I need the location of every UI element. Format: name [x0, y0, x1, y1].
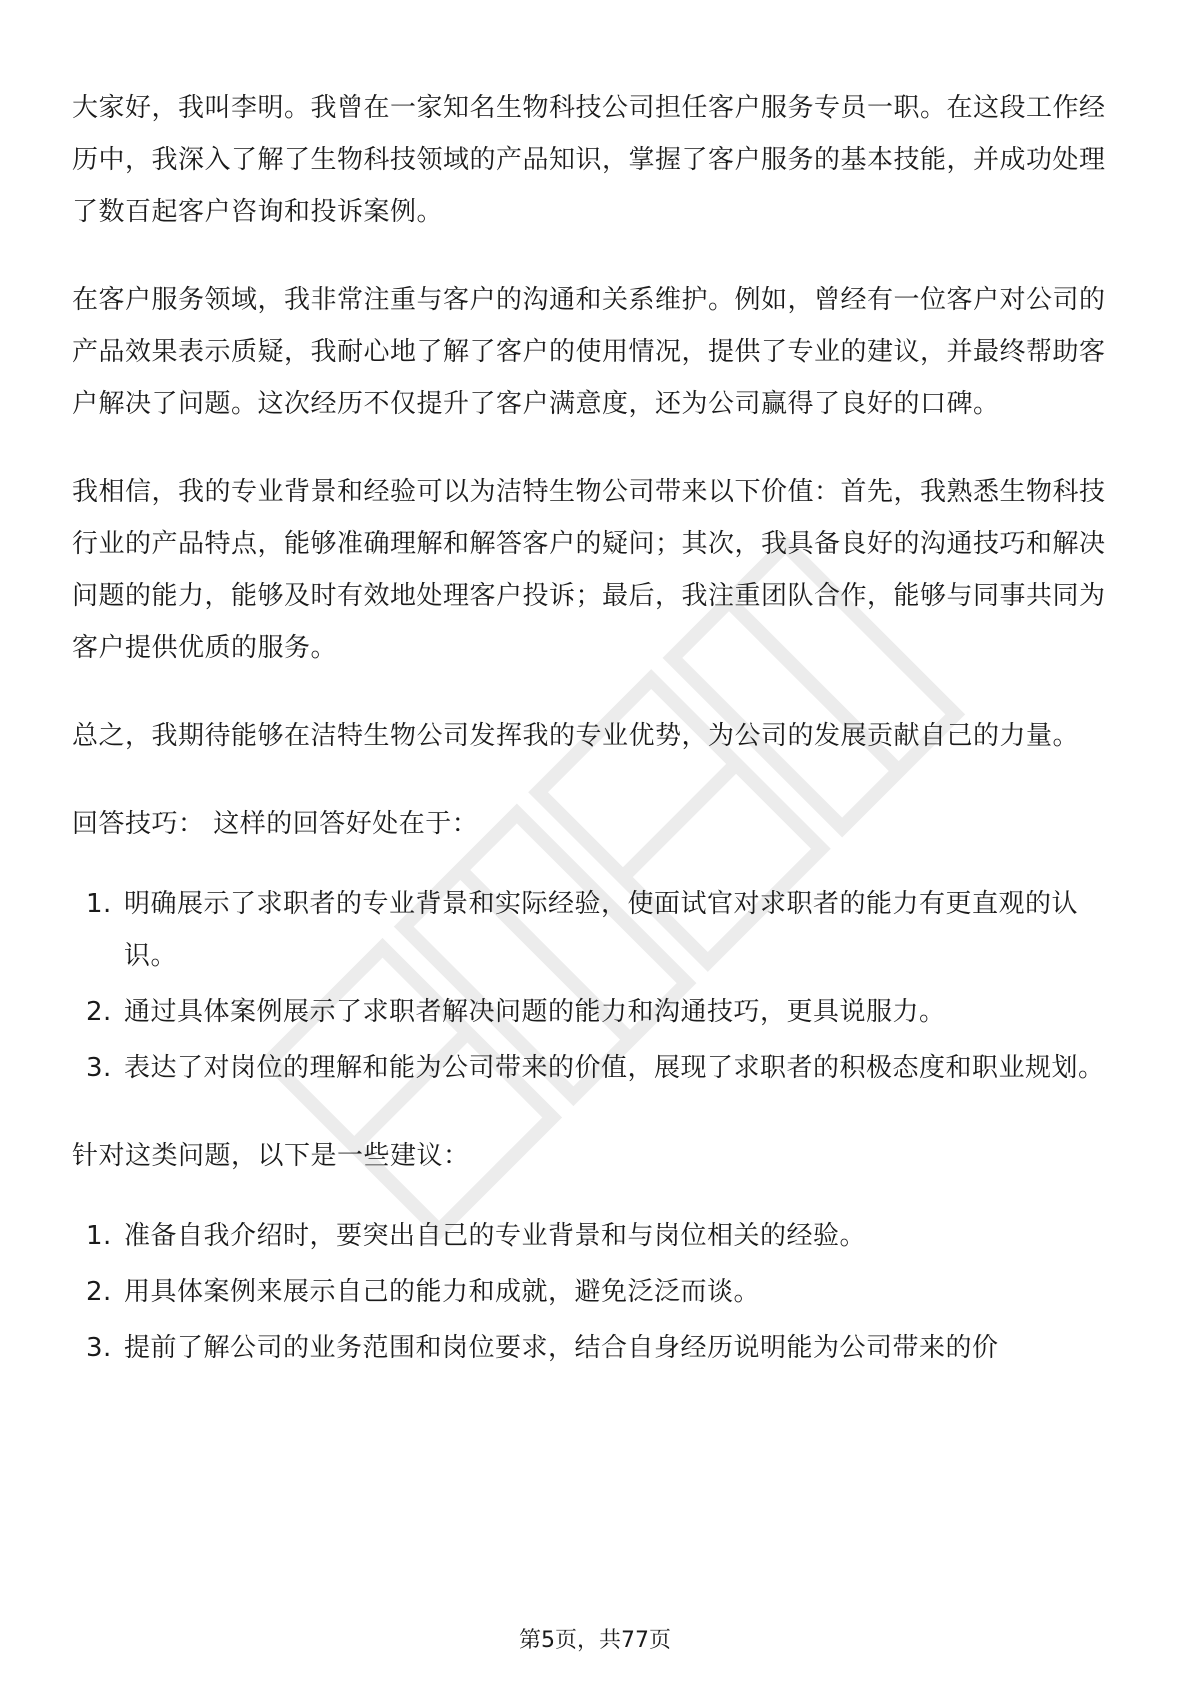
- tips-list: [72, 878, 1118, 1094]
- conclusion-paragraph: 总之，我期待能够在洁特生物公司发挥我的专业优势，为公司的发展贡献自己的力量。: [72, 721, 1080, 751]
- advice-list: [72, 1210, 1118, 1374]
- advice-heading: 针对这类问题，以下是一些建议：: [72, 1141, 470, 1171]
- list-item-text: 通过具体案例展示了求职者解决问题的能力和沟通技巧，更具说服力。: [124, 997, 946, 1027]
- tips-heading: 回答技巧： 这样的回答好处在于：: [72, 809, 479, 839]
- list-item-text: 用具体案例来展示自己的能力和成就，避免泛泛而谈。: [124, 1277, 761, 1307]
- list-item-text: 表达了对岗位的理解和能为公司带来的价值，展现了求职者的积极态度和职业规划。: [124, 1053, 1105, 1083]
- list-item: [72, 1322, 1118, 1374]
- page-footer: 第5页，共77页: [519, 1628, 671, 1653]
- list-item-text: 准备自我介绍时，要突出自己的专业背景和与岗位相关的经验。: [124, 1221, 867, 1251]
- list-item: [72, 1210, 1118, 1262]
- list-item: [72, 1266, 1118, 1318]
- list-number: 3.: [86, 1333, 112, 1363]
- list-number: 1.: [86, 889, 112, 919]
- value-paragraph: 我相信，我的专业背景和经验可以为洁特生物公司带来以下价值：首先，我熟悉生物科技行业的产品特点，能够准确理解和解答客户的疑问；其次，我具备良好的沟通技巧和解决问题的能力，能够及时有效地处理客户投诉；最后，我注重团队合作，能够与同事共同为客户提供优质的服务。: [72, 477, 1106, 663]
- intro-paragraph: 大家好，我叫李明。我曾在一家知名生物科技公司担任客户服务专员一职。在这段工作经历中，我深入了解了生物科技领域的产品知识，掌握了客户服务的基本技能，并成功处理了数百起客户咨询和投诉案例。: [72, 93, 1106, 227]
- list-number: 1.: [86, 1221, 112, 1251]
- customer-service-paragraph: 在客户服务领域，我非常注重与客户的沟通和关系维护。例如，曾经有一位客户对公司的产品效果表示质疑，我耐心地了解了客户的使用情况，提供了专业的建议，并最终帮助客户解决了问题。这次经历不仅提升了客户满意度，还为公司赢得了良好的口碑。: [72, 285, 1106, 419]
- list-item-text: 提前了解公司的业务范围和岗位要求，结合自身经历说明能为公司带来的价: [124, 1333, 999, 1363]
- list-number: 2.: [86, 1277, 112, 1307]
- list-item: [72, 878, 1118, 982]
- main-content: [72, 82, 1118, 1410]
- list-number: 2.: [86, 997, 112, 1027]
- list-item: [72, 986, 1118, 1038]
- list-item-text: 明确展示了求职者的专业背景和实际经验，使面试官对求职者的能力有更直观的认识。: [124, 889, 1079, 971]
- list-number: 3.: [86, 1053, 112, 1083]
- list-item: [72, 1042, 1118, 1094]
